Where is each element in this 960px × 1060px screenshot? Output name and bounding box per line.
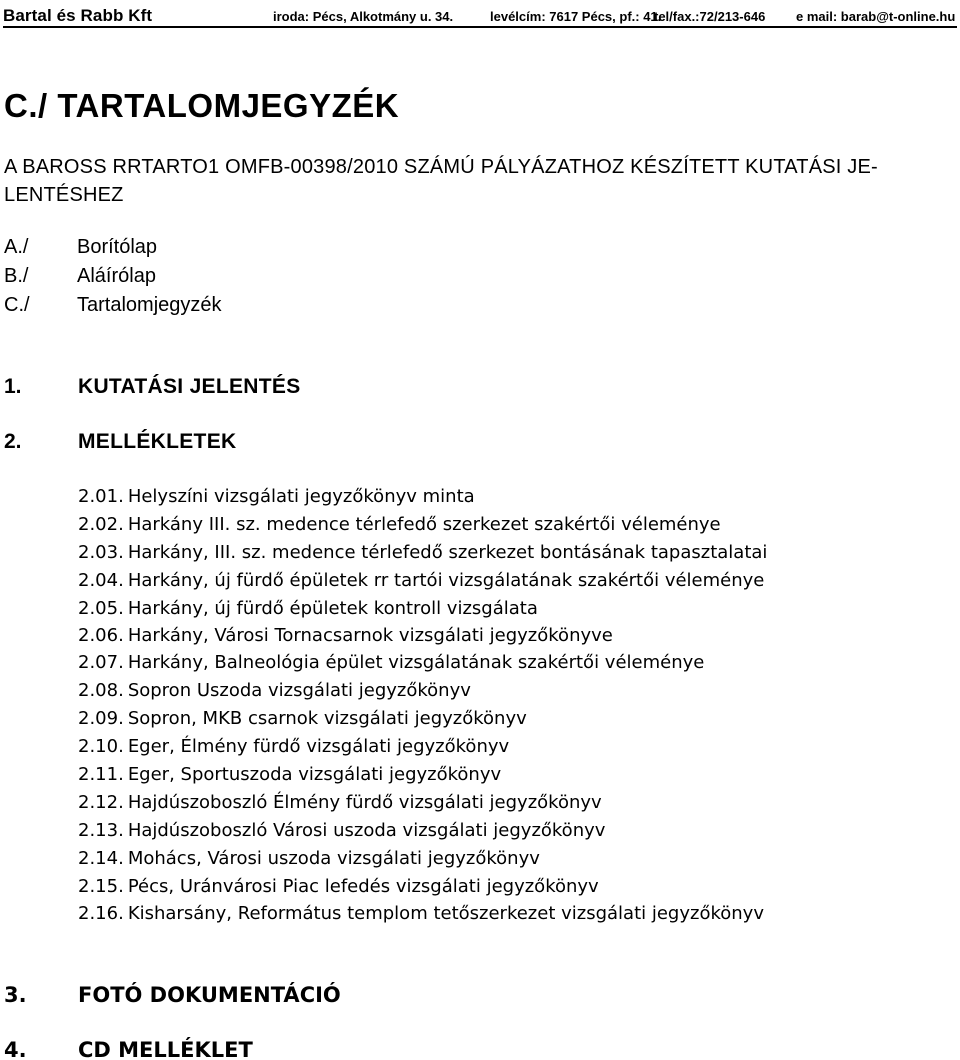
appendix-label: Eger, Élmény fürdő vizsgálati jegyzőkönyv <box>127 736 510 757</box>
section-number: 3. <box>4 983 27 1007</box>
section-title: MELLÉKLETEK <box>78 430 237 453</box>
appendix-label: Harkány, Városi Tornacsarnok vizsgálati jegyzőkönyve <box>127 625 613 646</box>
appendix-item <box>78 736 509 757</box>
appendix-item <box>78 652 704 673</box>
appendix-label: Harkány, III. sz. medence térlefedő szerkezet bontásának tapasztalatai <box>127 542 768 563</box>
appendix-code: 2.16. <box>78 903 124 924</box>
front-matter-label: Tartalomjegyzék <box>77 294 222 316</box>
appendix-item <box>78 486 475 507</box>
appendix-item <box>78 708 527 729</box>
appendix-label: Harkány, új fürdő épületek kontroll vizsgálata <box>127 598 538 619</box>
office-address: iroda: Pécs, Alkotmány u. 34. <box>273 9 454 24</box>
front-matter-label: Aláírólap <box>77 265 156 287</box>
appendix-label: Harkány, Balneológia épület vizsgálatának szakértői véleménye <box>127 652 705 673</box>
document-subtitle <box>4 153 954 209</box>
appendix-code: 2.06. <box>78 625 124 646</box>
appendix-label: Sopron Uszoda vizsgálati jegyzőkönyv <box>127 680 471 701</box>
appendix-item <box>78 598 538 619</box>
section-number: 4. <box>4 1038 27 1060</box>
appendix-code: 2.12. <box>78 792 124 813</box>
appendix-label: Hajdúszoboszló Városi uszoda vizsgálati jegyzőkönyv <box>127 820 606 841</box>
appendix-label: Sopron, MKB csarnok vizsgálati jegyzőkönyv <box>127 708 527 729</box>
front-matter-label: Borítólap <box>77 236 158 258</box>
subtitle-line-2: LENTÉSHEZ <box>4 184 124 206</box>
appendix-code: 2.15. <box>78 876 124 897</box>
appendix-item <box>78 820 605 841</box>
front-matter-code: B./ <box>4 265 29 287</box>
company-name: Bartal és Rabb Kft <box>3 6 153 25</box>
appendix-item <box>78 625 613 646</box>
appendix-item <box>78 680 471 701</box>
front-matter-code: A./ <box>4 236 29 258</box>
appendix-code: 2.11. <box>78 764 124 785</box>
appendix-item <box>78 542 767 563</box>
page-header <box>3 6 957 28</box>
appendix-label: Pécs, Uránvárosi Piac lefedés vizsgálati jegyzőkönyv <box>127 876 599 897</box>
section-number: 2. <box>4 430 22 453</box>
appendix-label: Harkány III. sz. medence térlefedő szerkezet szakértői véleménye <box>127 514 721 535</box>
appendix-label: Hajdúszoboszló Élmény fürdő vizsgálati jegyzőkönyv <box>127 792 602 813</box>
appendix-code: 2.07. <box>78 652 124 673</box>
appendix-label: Mohács, Városi uszoda vizsgálati jegyzőkönyv <box>127 848 540 869</box>
section-title: KUTATÁSI JELENTÉS <box>78 375 301 398</box>
phone-fax: tel/fax.:72/213-646 <box>654 9 766 24</box>
appendix-label: Eger, Sportuszoda vizsgálati jegyzőkönyv <box>127 764 502 785</box>
appendix-item <box>78 876 599 897</box>
mail-address: levélcím: 7617 Pécs, pf.: 41. <box>490 9 662 24</box>
section-title: FOTÓ DOKUMENTÁCIÓ <box>78 983 341 1007</box>
page-title: C./ TARTALOMJEGYZÉK <box>4 87 400 124</box>
appendix-code: 2.02. <box>78 514 124 535</box>
email-address: e mail: barab@t-online.hu <box>796 9 956 24</box>
appendix-label: Kisharsány, Református templom tetőszerkezet vizsgálati jegyzőkönyv <box>127 903 764 924</box>
appendix-item <box>78 848 540 869</box>
appendix-code: 2.01. <box>78 486 124 507</box>
appendix-code: 2.08. <box>78 680 124 701</box>
appendix-label: Helyszíni vizsgálati jegyzőkönyv minta <box>127 486 475 507</box>
appendix-code: 2.05. <box>78 598 124 619</box>
appendix-item <box>78 903 764 924</box>
appendix-code: 2.13. <box>78 820 124 841</box>
appendix-code: 2.03. <box>78 542 124 563</box>
appendix-item <box>78 792 602 813</box>
appendix-item <box>78 764 501 785</box>
appendix-code: 2.14. <box>78 848 124 869</box>
subtitle-line-1: A BAROSS RRTARTO1 OMFB-00398/2010 SZÁMÚ PÁLYÁZATHOZ KÉSZÍTETT KUTATÁSI JE- <box>4 156 878 178</box>
section-title: CD MELLÉKLET <box>78 1038 253 1060</box>
front-matter-code: C./ <box>4 294 30 316</box>
appendix-code: 2.09. <box>78 708 124 729</box>
appendix-item <box>78 514 721 535</box>
appendix-item <box>78 570 764 591</box>
appendix-label: Harkány, új fürdő épületek rr tartói vizsgálatának szakértői véleménye <box>127 570 765 591</box>
appendix-code: 2.10. <box>78 736 124 757</box>
appendix-code: 2.04. <box>78 570 124 591</box>
section-number: 1. <box>4 375 22 398</box>
